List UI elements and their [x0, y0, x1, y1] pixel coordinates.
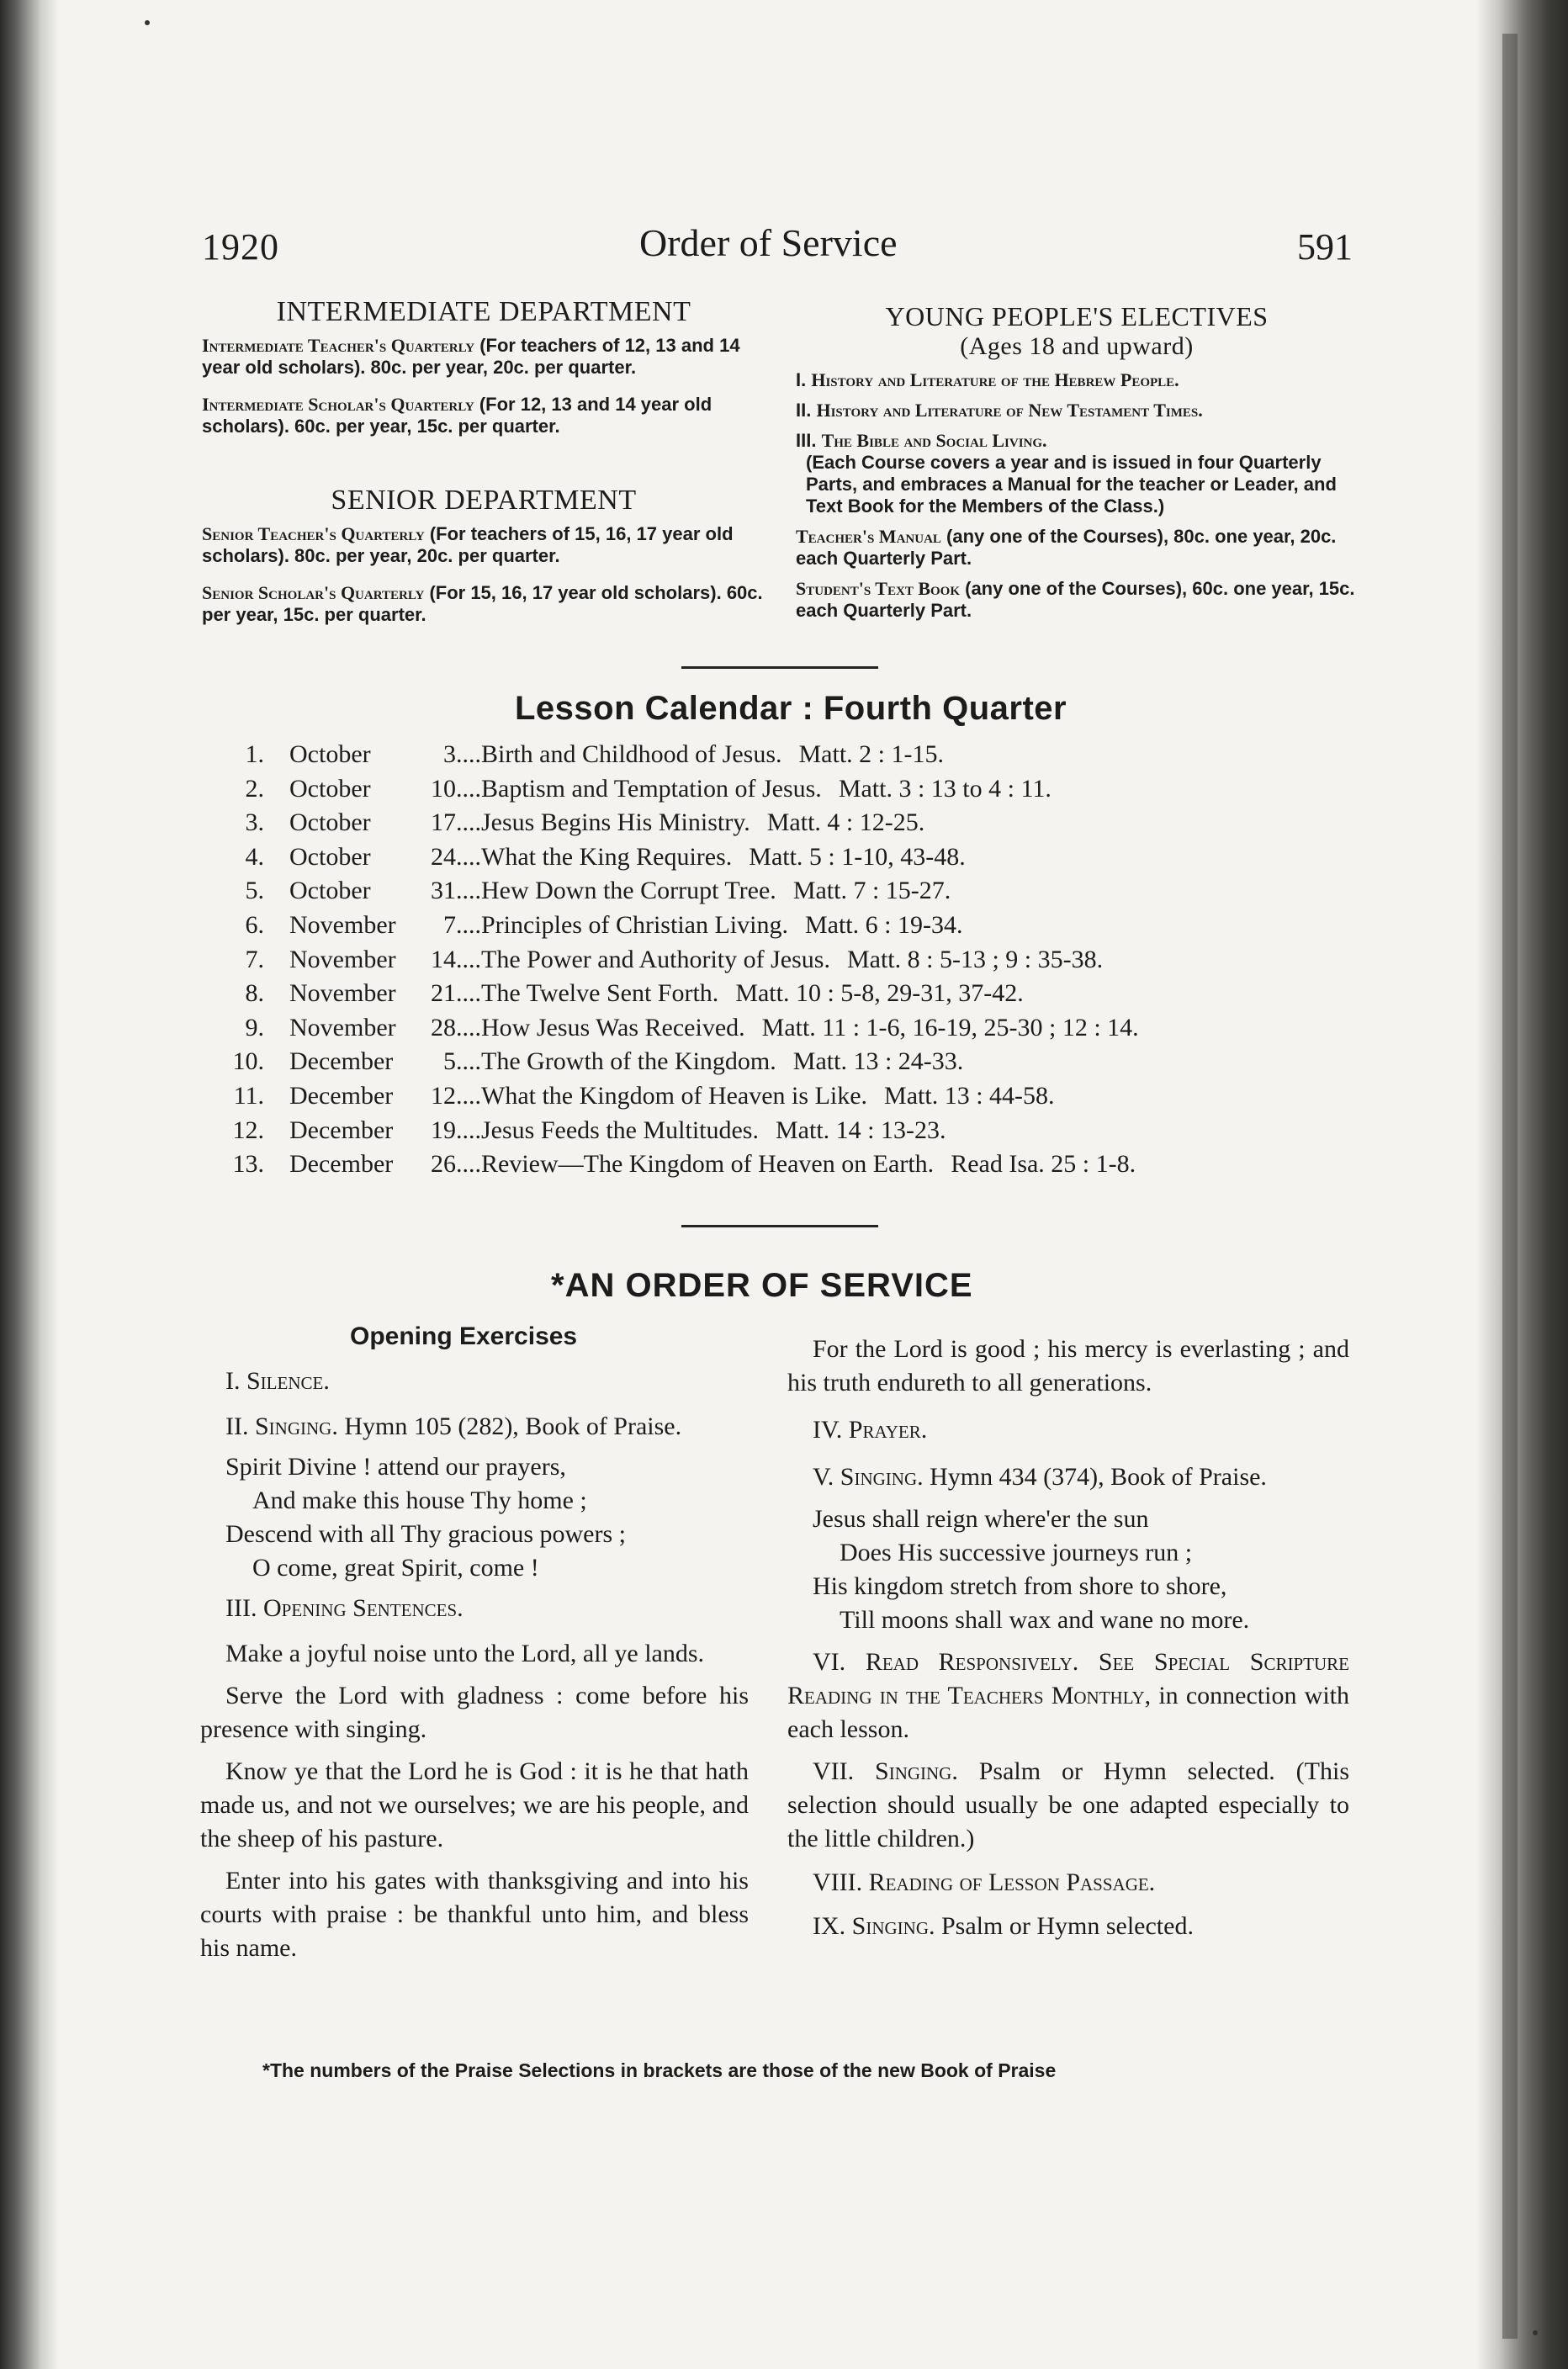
item-singing-ii — [200, 1410, 749, 1444]
lesson-month: December — [289, 1047, 394, 1076]
item-text: Psalm or Hymn selected. (This selection should usually be one adapted especially to the little children.) — [787, 1757, 1349, 1852]
lesson-title: How Jesus Was Received. — [481, 1013, 745, 1041]
calendar-row — [193, 1116, 946, 1145]
item-text: Hymn 434 (374), Book of Praise. — [923, 1463, 1267, 1491]
elective-item — [796, 369, 1358, 391]
senior-title: SENIOR DEPARTMENT — [331, 485, 637, 516]
item-text: Psalm or Hymn selected. — [935, 1912, 1194, 1940]
entry-name: Senior Scholar's Quarterly — [202, 581, 425, 603]
lesson-reference: Matt. 3 : 13 to 4 : 11. — [838, 774, 1052, 803]
item-heading: IX. Singing. — [813, 1912, 935, 1940]
item-singing-vii — [787, 1755, 1349, 1856]
elective-item — [796, 400, 1358, 421]
hymn-line: And make this house Thy home ; — [252, 1487, 587, 1514]
item-name: Student's Text Book — [796, 577, 960, 599]
item-prayer: IV. Prayer. — [813, 1416, 928, 1444]
opening-exercises-title: Opening Exercises — [350, 1322, 578, 1350]
lesson-title: Review—The Kingdom of Heaven on Earth. — [481, 1150, 935, 1179]
intermediate-department — [202, 296, 765, 437]
leader-dots: .... — [456, 842, 481, 871]
young-people-electives — [796, 301, 1358, 622]
lesson-number: 3. — [245, 808, 264, 837]
lesson-month: December — [289, 1150, 394, 1179]
scan-speck — [145, 20, 150, 25]
leader-dots: .... — [456, 1150, 481, 1179]
lesson-reference: Read Isa. 25 : 1-8. — [951, 1150, 1136, 1179]
lesson-title: Jesus Feeds the Multitudes. — [481, 1116, 759, 1144]
leader-dots: .... — [456, 774, 481, 803]
lesson-title: Birth and Childhood of Jesus. — [481, 740, 782, 768]
electives-title: YOUNG PEOPLE'S ELECTIVES — [885, 301, 1269, 331]
lesson-day: 7 — [443, 911, 456, 939]
lesson-title: Baptism and Temptation of Jesus. — [481, 774, 822, 803]
item-opening-sentences: III. Opening Sentences. — [225, 1594, 464, 1622]
leader-dots: .... — [456, 1082, 481, 1110]
item-text: in connection with each lesson. — [787, 1682, 1350, 1743]
order-right-column — [787, 1333, 1349, 1943]
student-textbook-entry — [796, 578, 1358, 622]
sentence: Enter into his gates with thanksgiving and into his courts with praise : be thankful unto him, and bless his name. — [200, 1867, 749, 1962]
senior-department — [202, 485, 765, 626]
lesson-reference: Matt. 11 : 1-6, 16-19, 25-30 ; 12 : 14. — [761, 1013, 1139, 1041]
leader-dots: .... — [456, 877, 481, 905]
lesson-title: The Twelve Sent Forth. — [481, 979, 719, 1008]
lesson-reference: Matt. 8 : 5-13 ; 9 : 35-38. — [846, 945, 1104, 973]
item-description: (Each Course covers a year and is issued in four Quarterly Parts, and embraces a Manual for the teacher or Leader, and Text Book for the Members of the Class.) — [806, 451, 1337, 517]
item-read-responsively — [787, 1646, 1349, 1746]
lesson-number: 7. — [245, 945, 264, 973]
entry-text: (For teachers of 15, 16, 17 year old scholars). 80c. per year, 20c. per quarter. — [202, 523, 734, 566]
hymn-line: His kingdom stretch from shore to shore, — [813, 1572, 1227, 1600]
intermediate-title: INTERMEDIATE DEPARTMENT — [276, 296, 691, 327]
lesson-month: October — [289, 808, 371, 837]
hymn-line: Does His successive journeys run ; — [840, 1539, 1193, 1566]
lesson-title: What the King Requires. — [481, 842, 733, 871]
lesson-number: 13. — [232, 1150, 264, 1179]
scan-speck — [1533, 2330, 1538, 2335]
elective-item — [796, 430, 1358, 517]
lesson-month: November — [289, 911, 396, 939]
intermediate-teacher-entry — [202, 335, 765, 379]
lesson-day: 28 — [431, 1013, 456, 1041]
divider — [681, 1225, 878, 1227]
entry-text: (For 12, 13 and 14 year old scholars). 60c. per year, 15c. per quarter. — [202, 393, 712, 437]
calendar-row — [193, 740, 944, 769]
hymn-line: Jesus shall reign where'er the sun — [813, 1505, 1149, 1533]
lesson-reference: Matt. 6 : 19-34. — [804, 911, 963, 939]
lesson-month: November — [289, 979, 396, 1008]
header-year: 1920 — [202, 226, 279, 268]
senior-teacher-entry — [202, 523, 765, 567]
senior-scholar-entry — [202, 582, 765, 626]
item-text: (any one of the Courses), 60c. one year, 15c. each Quarterly Part. — [796, 577, 1355, 621]
entry-text: (For 15, 16, 17 year old scholars). 60c. per year, 15c. per quarter. — [202, 581, 763, 625]
item-name: The Bible and Social Living. — [821, 429, 1047, 451]
item-name: Teacher's Manual — [796, 525, 941, 547]
hymn-2 — [787, 1502, 1349, 1637]
lesson-number: 8. — [245, 979, 264, 1008]
page-right-edge — [1475, 0, 1568, 2369]
entry-text: (For teachers of 12, 13 and 14 year old scholars). 80c. per year, 20c. per quarter. — [202, 335, 740, 378]
calendar-row — [193, 1082, 1055, 1110]
lesson-month: December — [289, 1116, 394, 1144]
calendar-row — [193, 1150, 1136, 1179]
page-binding-shadow — [1502, 34, 1518, 2339]
lesson-title: Hew Down the Corrupt Tree. — [481, 877, 776, 905]
lesson-month: October — [289, 877, 371, 905]
intermediate-scholar-entry — [202, 394, 765, 437]
lesson-number: 6. — [245, 911, 264, 939]
hymn-line: Till moons shall wax and wane no more. — [840, 1606, 1250, 1634]
calendar-title: Lesson Calendar : Fourth Quarter — [515, 690, 1067, 727]
calendar-row — [193, 1014, 1139, 1042]
lesson-day: 14 — [431, 945, 456, 973]
lesson-month: November — [289, 945, 396, 973]
lesson-title: Principles of Christian Living. — [481, 911, 788, 939]
lesson-number: 11. — [233, 1082, 264, 1110]
lesson-reference: Matt. 13 : 24-33. — [792, 1047, 964, 1076]
footnote: *The numbers of the Praise Selections in brackets are those of the new Book of Praise — [262, 2059, 1057, 2081]
item-reading-lesson: VIII. Reading of Lesson Passage. — [813, 1868, 1156, 1896]
lesson-number: 10. — [232, 1047, 264, 1076]
sentence: Know ye that the Lord he is God : it is he that hath made us, and not we ourselves; we are his people, and the sheep of his pasture. — [200, 1757, 749, 1852]
calendar-row — [193, 808, 924, 837]
divider — [681, 666, 878, 669]
entry-name: Intermediate Teacher's Quarterly — [202, 335, 475, 356]
lesson-day: 24 — [431, 842, 456, 871]
leader-dots: .... — [456, 808, 481, 837]
lesson-reference: Matt. 5 : 1-10, 43-48. — [749, 842, 966, 871]
leader-dots: .... — [456, 740, 481, 768]
entry-name: Intermediate Scholar's Quarterly — [202, 393, 474, 415]
item-name: History and Literature of New Testament Times. — [816, 399, 1203, 421]
lesson-number: 2. — [245, 774, 264, 803]
item-text: Hymn 105 (282), Book of Praise. — [337, 1412, 682, 1440]
hymn-1 — [200, 1450, 749, 1585]
item-singing-v — [787, 1460, 1349, 1494]
teacher-manual-entry — [796, 526, 1358, 570]
item-heading: V. Singing. — [813, 1463, 924, 1491]
hymn-line: Descend with all Thy gracious powers ; — [225, 1520, 627, 1548]
sentence: Serve the Lord with gladness : come before his presence with singing. — [200, 1682, 749, 1743]
calendar-row — [193, 877, 951, 905]
item-number: III. — [796, 429, 817, 451]
lesson-number: 1. — [245, 740, 264, 768]
lesson-day: 31 — [431, 877, 456, 905]
lesson-reference: Matt. 4 : 12-25. — [766, 808, 925, 837]
lesson-number: 12. — [232, 1116, 264, 1144]
lesson-title: The Power and Authority of Jesus. — [481, 945, 830, 973]
item-heading: II. Singing. — [225, 1412, 338, 1440]
item-heading: VI. Read Responsively. See Special Scripture Reading in the Teachers Monthly, — [787, 1648, 1349, 1709]
leader-dots: .... — [456, 1047, 481, 1076]
leader-dots: .... — [456, 979, 481, 1008]
leader-dots: .... — [456, 911, 481, 939]
lesson-day: 17 — [431, 808, 456, 837]
leader-dots: .... — [456, 945, 481, 973]
lesson-month: December — [289, 1082, 394, 1110]
lesson-title: Jesus Begins His Ministry. — [481, 808, 750, 837]
lesson-day: 10 — [431, 774, 456, 803]
hymn-line: O come, great Spirit, come ! — [252, 1554, 539, 1582]
order-left-column — [200, 1365, 749, 1965]
lesson-day: 19 — [431, 1116, 456, 1144]
sentence: Make a joyful noise unto the Lord, all ye lands. — [225, 1640, 705, 1667]
lesson-day: 3 — [443, 740, 456, 768]
lesson-day: 12 — [431, 1082, 456, 1110]
lesson-month: October — [289, 842, 371, 871]
entry-name: Senior Teacher's Quarterly — [202, 523, 425, 544]
lesson-number: 9. — [245, 1013, 264, 1041]
calendar-row — [193, 979, 1024, 1008]
lesson-reference: Matt. 7 : 15-27. — [792, 877, 951, 905]
page-number: 591 — [1297, 226, 1353, 268]
item-number: II. — [796, 399, 812, 421]
item-silence: I. Silence. — [225, 1367, 330, 1395]
lesson-title: The Growth of the Kingdom. — [481, 1047, 776, 1076]
leader-dots: .... — [456, 1116, 481, 1144]
lesson-day: 26 — [431, 1150, 456, 1179]
lesson-number: 4. — [245, 842, 264, 871]
item-heading: VII. Singing. — [813, 1757, 958, 1785]
item-number: I. — [796, 369, 807, 390]
order-title: *AN ORDER OF SERVICE — [551, 1267, 973, 1304]
lesson-day: 21 — [431, 979, 456, 1008]
item-name: History and Literature of the Hebrew People. — [811, 369, 1179, 390]
calendar-row — [193, 1047, 963, 1076]
lesson-reference: Matt. 10 : 5-8, 29-31, 37-42. — [735, 979, 1024, 1008]
electives-subtitle: (Ages 18 and upward) — [960, 332, 1194, 360]
lesson-month: October — [289, 774, 371, 803]
calendar-row — [193, 843, 966, 872]
page-left-edge — [0, 0, 59, 2369]
lesson-reference: Matt. 14 : 13-23. — [776, 1116, 946, 1144]
header-title: Order of Service — [639, 221, 898, 264]
lesson-title: What the Kingdom of Heaven is Like. — [481, 1082, 868, 1110]
hymn-line: Spirit Divine ! attend our prayers, — [225, 1453, 566, 1481]
lesson-day: 5 — [443, 1047, 456, 1076]
leader-dots: .... — [456, 1013, 481, 1041]
lesson-month: October — [289, 740, 371, 768]
calendar-row — [193, 946, 1103, 974]
lesson-number: 5. — [245, 877, 264, 905]
sentence-continued: For the Lord is good ; his mercy is everlasting ; and his truth endureth to all generations. — [787, 1335, 1349, 1396]
lesson-reference: Matt. 2 : 1-15. — [798, 740, 944, 768]
lesson-reference: Matt. 13 : 44-58. — [884, 1082, 1055, 1110]
item-text: (any one of the Courses), 80c. one year, 20c. each Quarterly Part. — [796, 525, 1337, 569]
lesson-month: November — [289, 1013, 396, 1041]
item-singing-ix — [787, 1910, 1349, 1943]
calendar-row — [193, 775, 1052, 803]
calendar-row — [193, 911, 962, 940]
